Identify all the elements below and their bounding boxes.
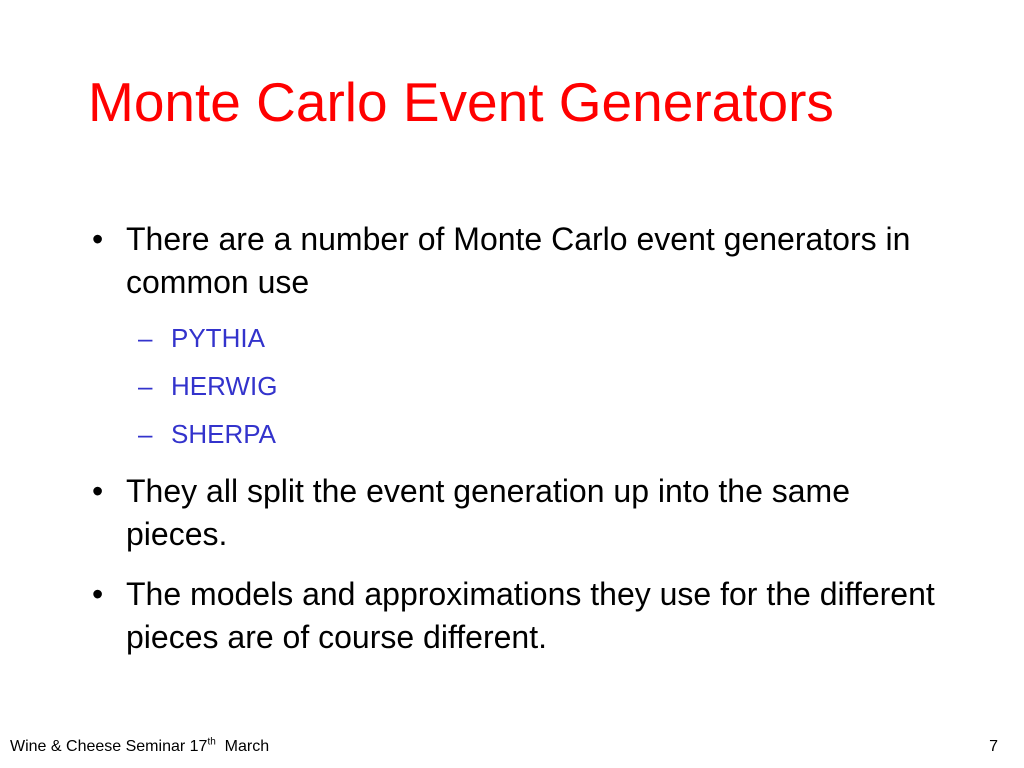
sub-item-label: PYTHIA (171, 323, 265, 353)
dash-icon: – (138, 371, 153, 401)
bullet-item (92, 470, 942, 556)
bullet-text: They all split the event generation up into the same pieces. (126, 473, 850, 552)
slide-title: Monte Carlo Event Generators (88, 71, 834, 133)
sub-item-label: HERWIG (171, 371, 278, 401)
sub-item (138, 322, 265, 354)
bullet-icon: • (92, 473, 104, 509)
bullet-item (92, 218, 942, 304)
footer-month: March (215, 738, 270, 755)
bullet-text: The models and approximations they use for the different pieces are of course different. (126, 576, 935, 655)
footer-seminar-label (10, 737, 269, 757)
bullet-icon: • (92, 576, 104, 612)
sub-item-label: SHERPA (171, 419, 276, 449)
bullet-icon: • (92, 221, 104, 257)
bullet-text: There are a number of Monte Carlo event generators in common use (126, 221, 911, 300)
dash-icon: – (138, 419, 153, 449)
dash-icon: – (138, 323, 153, 353)
sub-item (138, 370, 277, 402)
page-number: 7 (989, 738, 998, 755)
footer-seminar-text: Wine & Cheese Seminar 17 (10, 738, 208, 755)
sub-item (138, 418, 276, 450)
bullet-item (92, 573, 942, 659)
footer-superscript: th (207, 736, 216, 748)
